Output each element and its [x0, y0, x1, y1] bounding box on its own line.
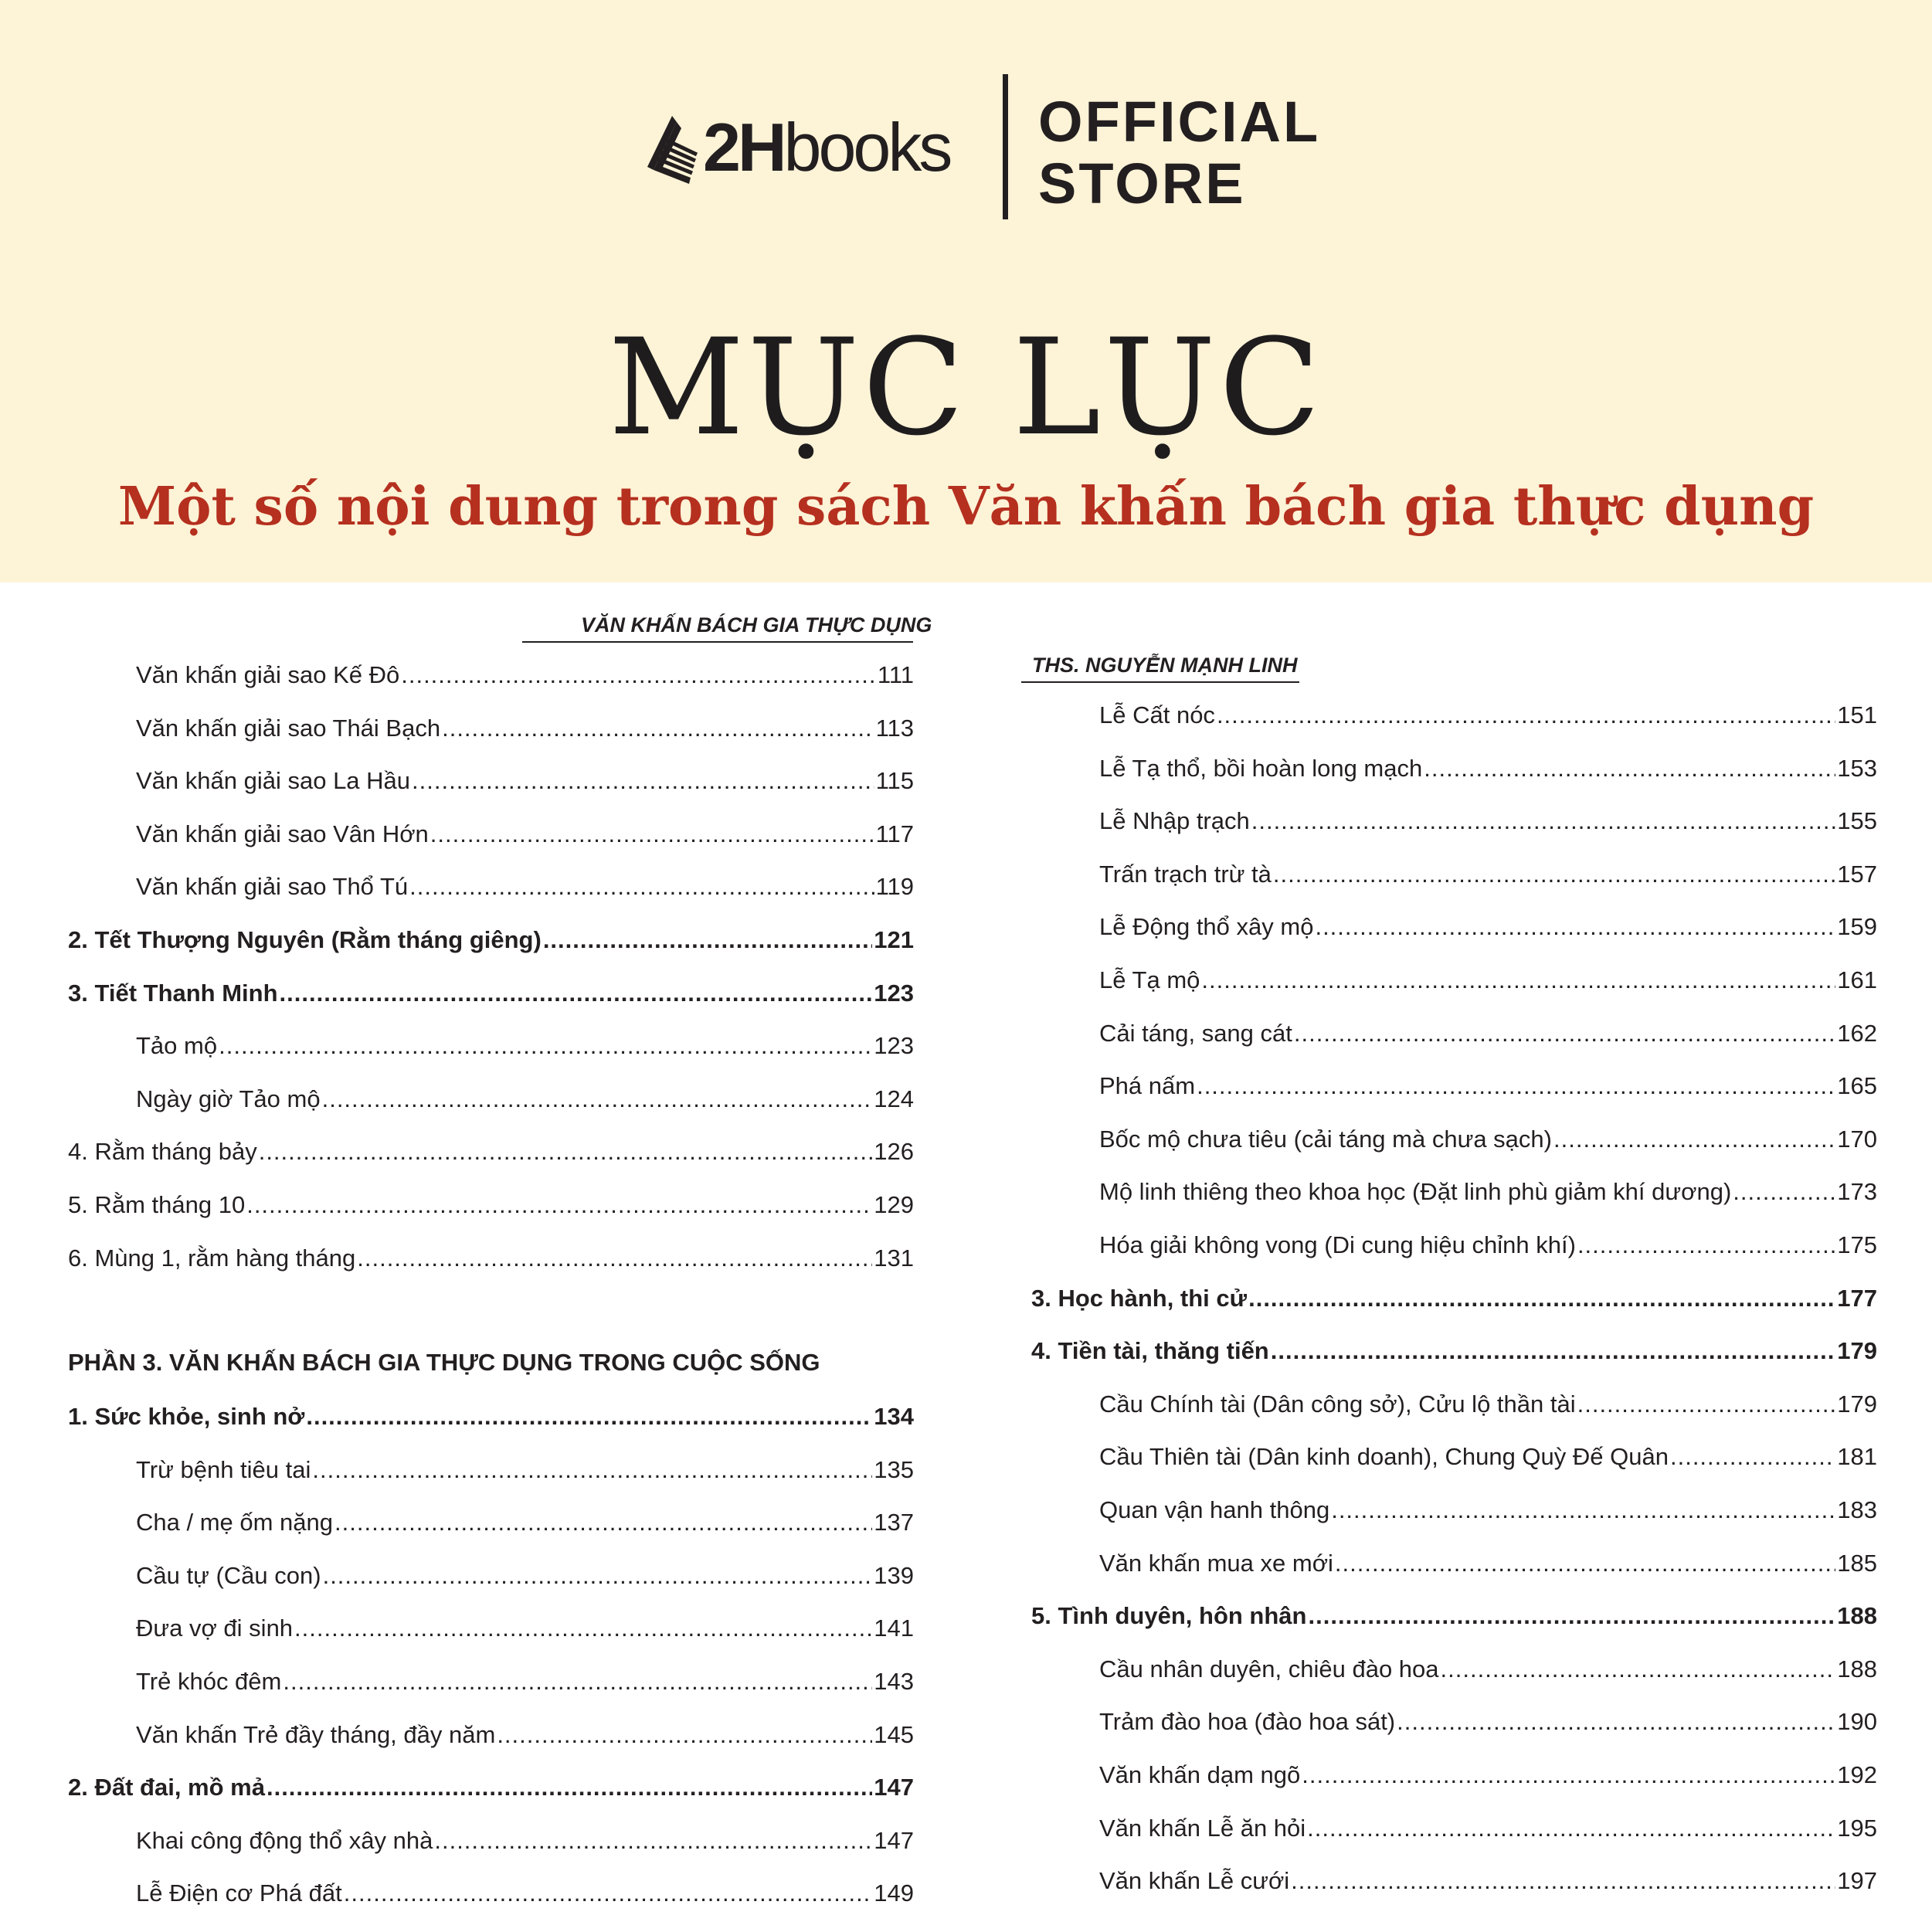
toc-entry-title: Văn khấn mua xe mới: [1099, 1549, 1333, 1577]
toc-entry-title: Phá nấm: [1099, 1072, 1196, 1100]
toc-entry: [1099, 700, 1877, 731]
toc-entry-title: Khai công động thổ xây nhà: [136, 1826, 433, 1854]
toc-entry: [1099, 1813, 1877, 1844]
toc-entry-page: 149: [874, 1879, 914, 1907]
toc-entry-page: 121: [874, 926, 914, 953]
toc-entry: [1031, 1283, 1877, 1314]
toc-entry: [1031, 1601, 1877, 1632]
toc-entry-title: Đưa vợ đi sinh: [136, 1615, 294, 1642]
toc-entry-title: Lễ Tạ mộ: [1099, 966, 1200, 993]
toc-entry: [136, 1613, 914, 1644]
toc-entry: [1099, 1548, 1877, 1579]
toc-entry-page: 170: [1837, 1125, 1877, 1153]
toc-entry-page: 197: [1837, 1867, 1877, 1895]
toc-entry: [136, 819, 914, 850]
toc-entry: [1099, 1389, 1877, 1420]
toc-entry-title: Văn khấn Lễ ăn hỏi: [1099, 1814, 1306, 1842]
toc-entry-title: Cải táng, sang cát: [1099, 1019, 1292, 1047]
toc-entry-page: 159: [1837, 913, 1877, 941]
toc-entry-page: 151: [1837, 701, 1877, 728]
dot-leader: [1553, 1124, 1835, 1155]
dot-leader: [1302, 1760, 1835, 1791]
toc-entry-page: 161: [1837, 966, 1877, 993]
toc-entry-page: 115: [875, 767, 914, 795]
toc-entry: [1031, 1336, 1877, 1367]
toc-entry: [68, 1772, 914, 1803]
toc-entry-page: 192: [1837, 1761, 1877, 1788]
toc-entry-page: 135: [874, 1455, 914, 1483]
toc-entry: [136, 1507, 914, 1538]
dot-leader: [267, 1772, 872, 1803]
toc-entry: [1099, 806, 1877, 837]
dot-leader: [1201, 965, 1835, 996]
dot-leader: [1331, 1495, 1835, 1526]
toc-entry-title: 2. Tết Thượng Nguyên (Rằm tháng giêng): [68, 926, 542, 953]
official-line: OFFICIAL: [1038, 90, 1321, 154]
toc-entry-page: 147: [874, 1826, 914, 1854]
dot-leader: [1670, 1441, 1835, 1472]
toc-entry: [68, 1190, 914, 1221]
dot-leader: [219, 1031, 872, 1061]
right-running-head-rule: [1021, 681, 1299, 683]
toc-entry-title: Văn khấn giải sao Kế Đô: [136, 661, 400, 688]
toc-entry: [136, 871, 914, 902]
toc-entry-title: Lễ Điện cơ Phá đất: [136, 1879, 342, 1907]
toc-entry-title: Quan vận hanh thông: [1099, 1496, 1330, 1523]
toc-entry-page: 165: [1837, 1072, 1877, 1100]
toc-entry-page: 137: [874, 1509, 914, 1536]
brand-divider: [1003, 74, 1008, 219]
dot-leader: [1733, 1177, 1835, 1207]
toc-entry: [136, 1825, 914, 1856]
toc-entry-page: 179: [1837, 1337, 1877, 1365]
toc-entry: [1099, 1706, 1877, 1737]
dot-leader: [1335, 1548, 1835, 1579]
dot-leader: [334, 1507, 872, 1538]
toc-entry: [68, 1243, 914, 1274]
toc-entry-page: 188: [1837, 1602, 1877, 1630]
toc-entry-title: 6. Mùng 1, rằm hàng tháng: [68, 1244, 356, 1272]
dot-leader: [323, 1560, 873, 1591]
toc-entry: [136, 1560, 914, 1591]
toc-entry-page: 119: [875, 873, 914, 901]
toc-entry-title: Lễ Động thổ xây mộ: [1099, 913, 1314, 941]
toc-entry: [1099, 1441, 1877, 1472]
toc-entry-title: Trẻ khóc đêm: [136, 1668, 282, 1695]
dot-leader: [357, 1243, 872, 1274]
dot-leader: [412, 766, 874, 796]
toc-entry: [1099, 859, 1877, 890]
header-banner: [0, 0, 1932, 582]
dot-leader: [1307, 1813, 1835, 1844]
dot-leader: [1273, 859, 1835, 890]
toc-entry: [136, 1878, 914, 1909]
toc-entry: [68, 925, 914, 956]
toc-entry-title: Cầu Thiên tài (Dân kinh doanh), Chung Quỳ Đế Quân: [1099, 1443, 1669, 1471]
toc-entry-title: 4. Rằm tháng bảy: [68, 1138, 257, 1166]
toc-entry: [1099, 1495, 1877, 1526]
toc-entry-title: Lễ Nhập trạch: [1099, 807, 1250, 835]
toc-entry-page: 129: [874, 1191, 914, 1218]
dot-leader: [246, 1190, 872, 1221]
dot-leader: [1577, 1230, 1835, 1261]
toc-entry-page: 157: [1837, 860, 1877, 888]
toc-entry: [136, 1666, 914, 1697]
dot-leader: [294, 1613, 872, 1644]
toc-entry-title: Trảm đào hoa (đào hoa sát): [1099, 1708, 1396, 1736]
dot-leader: [409, 871, 874, 902]
toc-entry-page: 179: [1837, 1390, 1877, 1418]
store-line: STORE: [1038, 151, 1246, 216]
toc-entry: [1099, 753, 1877, 784]
dot-leader: [322, 1084, 873, 1115]
toc-entry-page: 131: [874, 1244, 914, 1272]
toc-entry-title: Lễ Tạ thổ, bồi hoàn long mạch: [1099, 754, 1423, 782]
toc-entry-title: Văn khấn giải sao Vân Hớn: [136, 820, 429, 847]
toc-entry: [136, 1031, 914, 1061]
toc-entry-title: 4. Tiền tài, thăng tiến: [1031, 1337, 1269, 1365]
toc-entry-title: Cầu tự (Cầu con): [136, 1561, 321, 1589]
toc-entry-title: Văn khấn giải sao Thổ Tú: [136, 873, 409, 901]
dot-leader: [283, 1666, 872, 1697]
dot-leader: [1197, 1071, 1835, 1102]
brand-name: [703, 105, 949, 190]
dot-leader: [1248, 1283, 1835, 1314]
dot-leader: [344, 1878, 872, 1909]
toc-entry-page: 123: [874, 1032, 914, 1060]
toc-entry: [1099, 965, 1877, 996]
dot-leader: [430, 819, 874, 850]
toc-entry-page: 173: [1837, 1178, 1877, 1206]
left-running-head: VĂN KHẤN BÁCH GIA THỰC DỤNG: [581, 613, 932, 637]
toc-entry-page: 126: [874, 1138, 914, 1166]
toc-entry-title: Mộ linh thiêng theo khoa học (Đặt linh phù giảm khí dương): [1099, 1178, 1732, 1206]
toc-entry-page: 188: [1837, 1655, 1877, 1682]
part-heading: PHẦN 3. VĂN KHẤN BÁCH GIA THỰC DỤNG TRONG CUỘC SỐNG: [68, 1349, 820, 1376]
dot-leader: [259, 1136, 873, 1167]
toc-entry-title: Văn khấn Lễ cưới: [1099, 1867, 1290, 1895]
dot-leader: [1309, 1601, 1836, 1632]
toc-entry: [136, 766, 914, 796]
toc-entry-title: Trấn trạch trừ tà: [1099, 860, 1272, 888]
dot-leader: [1441, 1654, 1836, 1685]
toc-entry: [68, 978, 914, 1009]
brand-name-light: books: [783, 109, 950, 185]
dot-leader: [497, 1720, 872, 1750]
toc-entry: [136, 713, 914, 744]
dot-leader: [1424, 753, 1835, 784]
dot-leader: [401, 660, 876, 691]
toc-entry-page: 181: [1837, 1443, 1877, 1471]
dot-leader: [434, 1825, 872, 1856]
toc-entry: [1099, 1018, 1877, 1049]
toc-entry-page: 175: [1837, 1231, 1877, 1258]
toc-entry-title: 3. Học hành, thi cử: [1031, 1284, 1248, 1312]
dot-leader: [1294, 1018, 1835, 1049]
toc-entry-page: 155: [1837, 807, 1877, 835]
toc-entry: [1099, 1760, 1877, 1791]
toc-entry-title: Văn khấn Trẻ đầy tháng, đầy năm: [136, 1720, 496, 1748]
page-title: MỤC LỤC: [608, 310, 1324, 465]
toc-entry-page: 145: [874, 1720, 914, 1748]
toc-entry-title: Văn khấn giải sao La Hầu: [136, 767, 411, 795]
toc-entry-page: 141: [874, 1615, 914, 1642]
toc-entry-title: Cha / mẹ ốm nặng: [136, 1509, 334, 1536]
toc-entry: [1099, 1124, 1877, 1155]
page-subtitle: Một số nội dung trong sách Văn khấn bách gia thực dụng: [117, 476, 1815, 538]
dot-leader: [1217, 700, 1835, 731]
toc-entry-title: Ngày giờ Tảo mộ: [136, 1085, 321, 1112]
toc-entry-page: 185: [1837, 1549, 1877, 1577]
dot-leader: [442, 713, 874, 744]
toc-entry: [1099, 1230, 1877, 1261]
toc-entry-page: 117: [875, 820, 914, 847]
dot-leader: [1315, 912, 1835, 942]
toc-entry: [136, 1720, 914, 1750]
toc-entry-title: 1. Sức khỏe, sinh nở: [68, 1403, 305, 1430]
toc-entry: [1099, 1866, 1877, 1896]
book-pages-icon: [643, 113, 706, 187]
dot-leader: [543, 925, 872, 956]
left-running-head-rule: [522, 641, 913, 643]
toc-entry-page: 111: [877, 661, 914, 688]
brand-name-bold: 2H: [703, 109, 784, 185]
dot-leader: [306, 1401, 872, 1432]
toc-entry: [136, 660, 914, 691]
toc-entry-page: 195: [1837, 1814, 1877, 1842]
toc-entry-title: Trừ bệnh tiêu tai: [136, 1455, 311, 1483]
dot-leader: [1397, 1706, 1835, 1737]
toc-entry: [1099, 1071, 1877, 1102]
toc-entry-page: 113: [875, 714, 914, 742]
toc-entry-title: Cầu nhân duyên, chiêu đào hoa: [1099, 1655, 1439, 1682]
toc-entry-page: 162: [1837, 1019, 1877, 1047]
toc-entry-title: Lễ Cất nóc: [1099, 701, 1215, 728]
dot-leader: [1271, 1336, 1836, 1367]
toc-entry-page: 183: [1837, 1496, 1877, 1523]
toc-entry-page: 153: [1837, 754, 1877, 782]
toc-entry-title: Văn khấn giải sao Thái Bạch: [136, 714, 441, 742]
toc-entry: [1099, 1654, 1877, 1685]
toc-entry-page: 139: [874, 1561, 914, 1589]
right-running-head: THS. NGUYỄN MẠNH LINH: [1032, 654, 1298, 677]
dot-leader: [312, 1455, 872, 1486]
toc-entry: [68, 1136, 914, 1167]
toc-entry-title: 2. Đất đai, mồ mả: [68, 1774, 265, 1801]
toc-entry-title: Bốc mộ chưa tiêu (cải táng mà chưa sạch): [1099, 1125, 1552, 1153]
toc-entry-page: 123: [874, 979, 914, 1007]
toc-entry-page: 134: [874, 1403, 914, 1430]
toc-entry: [136, 1084, 914, 1115]
toc-entry-page: 124: [874, 1085, 914, 1112]
dot-leader: [280, 978, 873, 1009]
toc-entry: [1099, 912, 1877, 942]
toc-entry: [68, 1401, 914, 1432]
dot-leader: [1251, 806, 1836, 837]
toc-entry-page: 177: [1837, 1284, 1877, 1312]
toc-entry-title: 5. Tình duyên, hôn nhân: [1031, 1602, 1307, 1630]
toc-entry-title: Tảo mộ: [136, 1032, 218, 1060]
toc-entry-title: 5. Rằm tháng 10: [68, 1191, 246, 1218]
toc-entry: [1099, 1177, 1877, 1207]
dot-leader: [1291, 1866, 1835, 1896]
toc-entry: [136, 1455, 914, 1486]
toc-entry-title: Hóa giải không vong (Di cung hiệu chỉnh khí): [1099, 1231, 1576, 1258]
dot-leader: [1577, 1389, 1836, 1420]
toc-entry-page: 143: [874, 1668, 914, 1695]
toc-entry-page: 147: [874, 1774, 914, 1801]
toc-entry-title: 3. Tiết Thanh Minh: [68, 979, 278, 1007]
toc-entry-page: 190: [1837, 1708, 1877, 1736]
toc-entry-title: Cầu Chính tài (Dân công sở), Cửu lộ thần tài: [1099, 1390, 1576, 1418]
official-store-label: [1038, 91, 1320, 215]
toc-entry-title: Văn khấn dạm ngõ: [1099, 1761, 1301, 1788]
